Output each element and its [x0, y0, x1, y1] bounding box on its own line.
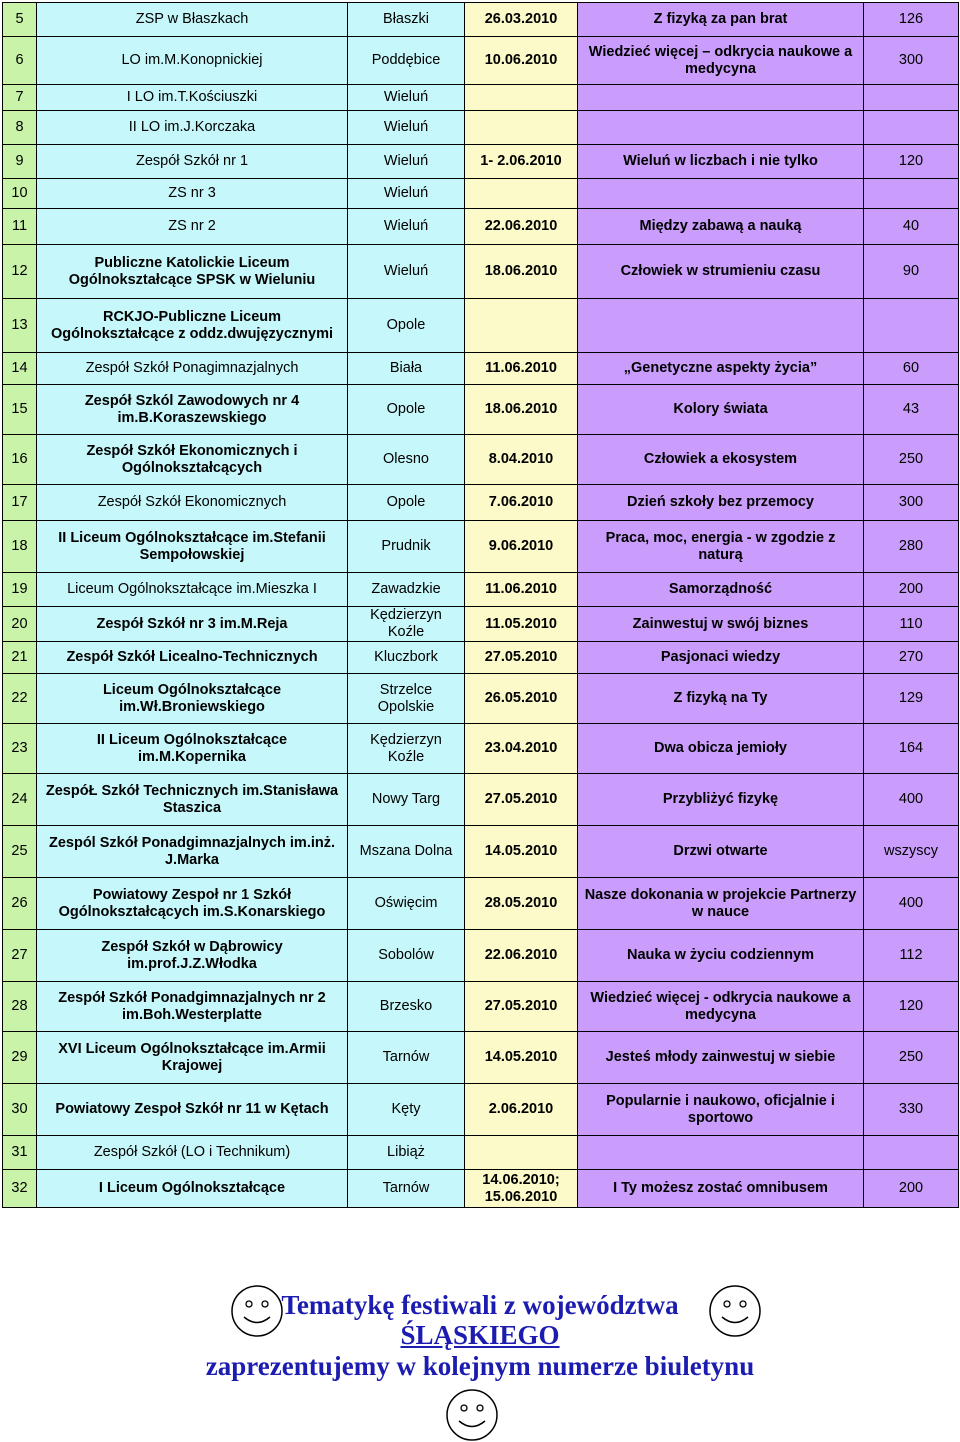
table-row [3, 878, 959, 930]
cell-school: II Liceum Ogólnokształcące im.Stefanii Sempołowskiej [37, 521, 348, 573]
cell-date: 14.05.2010 [465, 1032, 578, 1084]
footer-note [0, 1262, 960, 1442]
table-row [3, 179, 959, 209]
table-row [3, 1136, 959, 1170]
cell-count: 400 [864, 774, 959, 826]
cell-topic [578, 85, 864, 111]
cell-date: 22.06.2010 [465, 209, 578, 245]
table-row [3, 826, 959, 878]
table-row [3, 724, 959, 774]
cell-topic: Człowiek w strumieniu czasu [578, 245, 864, 299]
cell-date: 23.04.2010 [465, 724, 578, 774]
table-row [3, 642, 959, 674]
cell-city: Libiąż [348, 1136, 465, 1170]
cell-count: 270 [864, 642, 959, 674]
cell-num: 9 [3, 145, 37, 179]
cell-city: Kluczbork [348, 642, 465, 674]
cell-num: 25 [3, 826, 37, 878]
cell-topic: Między zabawą a nauką [578, 209, 864, 245]
cell-num: 30 [3, 1084, 37, 1136]
cell-date: 2.06.2010 [465, 1084, 578, 1136]
cell-city: Kędzierzyn Koźle [348, 724, 465, 774]
cell-topic: Drzwi otwarte [578, 826, 864, 878]
cell-date: 28.05.2010 [465, 878, 578, 930]
footer-line-3: zaprezentujemy w kolejnym numerze biuletynu [205, 1351, 755, 1381]
table-row [3, 111, 959, 145]
cell-count [864, 1136, 959, 1170]
cell-city: Strzelce Opolskie [348, 674, 465, 724]
table-row [3, 3, 959, 37]
cell-num: 19 [3, 573, 37, 607]
table-row [3, 435, 959, 485]
cell-school: Zespół Szkół (LO i Technikum) [37, 1136, 348, 1170]
cell-count: 40 [864, 209, 959, 245]
cell-num: 13 [3, 299, 37, 353]
table-row [3, 521, 959, 573]
cell-num: 22 [3, 674, 37, 724]
table-row [3, 1032, 959, 1084]
cell-date: 11.06.2010 [465, 353, 578, 385]
cell-school: Zespół Szkół nr 3 im.M.Reja [37, 607, 348, 642]
cell-num: 7 [3, 85, 37, 111]
cell-num: 23 [3, 724, 37, 774]
cell-num: 16 [3, 435, 37, 485]
cell-city: Oświęcim [348, 878, 465, 930]
table-row [3, 1170, 959, 1208]
cell-topic: Przybliżyć fizykę [578, 774, 864, 826]
cell-date: 22.06.2010 [465, 930, 578, 982]
cell-count: 60 [864, 353, 959, 385]
festival-table [2, 2, 959, 1208]
smiley-icon [445, 1388, 499, 1442]
cell-date: 27.05.2010 [465, 642, 578, 674]
cell-topic: I Ty możesz zostać omnibusem [578, 1170, 864, 1208]
cell-city: Opole [348, 385, 465, 435]
cell-school: II Liceum Ogólnokształcące im.M.Kopernika [37, 724, 348, 774]
cell-city: Biała [348, 353, 465, 385]
cell-city: Wieluń [348, 245, 465, 299]
cell-date: 7.06.2010 [465, 485, 578, 521]
cell-num: 32 [3, 1170, 37, 1208]
cell-count: 112 [864, 930, 959, 982]
cell-num: 24 [3, 774, 37, 826]
table-row [3, 385, 959, 435]
cell-school: II LO im.J.Korczaka [37, 111, 348, 145]
cell-num: 10 [3, 179, 37, 209]
table-row [3, 573, 959, 607]
cell-count: 90 [864, 245, 959, 299]
cell-city: Błaszki [348, 3, 465, 37]
table-row [3, 674, 959, 724]
cell-topic: Samorządność [578, 573, 864, 607]
cell-topic [578, 1136, 864, 1170]
cell-count: 280 [864, 521, 959, 573]
cell-count: 200 [864, 573, 959, 607]
cell-city: Wieluń [348, 111, 465, 145]
cell-count: 43 [864, 385, 959, 435]
footer-line-1: Tematykę festiwali z województwa [281, 1290, 679, 1320]
cell-count: 300 [864, 485, 959, 521]
cell-num: 27 [3, 930, 37, 982]
cell-topic: Zainwestuj w swój biznes [578, 607, 864, 642]
footer-line-2: ŚLĄSKIEGO [400, 1320, 560, 1350]
cell-topic: Nasze dokonania w projekcie Partnerzy w nauce [578, 878, 864, 930]
cell-topic [578, 299, 864, 353]
cell-count [864, 85, 959, 111]
table-row [3, 37, 959, 85]
cell-count: 120 [864, 982, 959, 1032]
cell-date [465, 1136, 578, 1170]
cell-date: 14.06.2010; 15.06.2010 [465, 1170, 578, 1208]
cell-school: Zespół Szkół Ekonomicznych i Ogólnokształcących [37, 435, 348, 485]
cell-num: 14 [3, 353, 37, 385]
cell-school: Zespół Szkół w Dąbrowicy im.prof.J.Z.Włodka [37, 930, 348, 982]
cell-count: 129 [864, 674, 959, 724]
cell-city: Mszana Dolna [348, 826, 465, 878]
table-row [3, 982, 959, 1032]
cell-city: Zawadzkie [348, 573, 465, 607]
cell-date: 8.04.2010 [465, 435, 578, 485]
cell-num: 6 [3, 37, 37, 85]
cell-count [864, 299, 959, 353]
cell-city: Nowy Targ [348, 774, 465, 826]
cell-city: Wieluń [348, 179, 465, 209]
cell-topic: Kolory świata [578, 385, 864, 435]
table-row [3, 209, 959, 245]
cell-city: Olesno [348, 435, 465, 485]
cell-num: 29 [3, 1032, 37, 1084]
cell-topic: Z fizyką za pan brat [578, 3, 864, 37]
cell-city: Opole [348, 299, 465, 353]
cell-topic: Z fizyką na Ty [578, 674, 864, 724]
festival-table-body [3, 3, 959, 1208]
cell-city: Wieluń [348, 209, 465, 245]
cell-num: 20 [3, 607, 37, 642]
cell-school: ZS nr 3 [37, 179, 348, 209]
cell-topic [578, 111, 864, 145]
cell-count: 110 [864, 607, 959, 642]
cell-num: 15 [3, 385, 37, 435]
cell-city: Kęty [348, 1084, 465, 1136]
cell-count: 250 [864, 1032, 959, 1084]
table-row [3, 145, 959, 179]
cell-count: 250 [864, 435, 959, 485]
cell-date [465, 179, 578, 209]
cell-date: 26.05.2010 [465, 674, 578, 724]
cell-topic: Praca, moc, energia - w zgodzie z naturą [578, 521, 864, 573]
cell-school: ZS nr 2 [37, 209, 348, 245]
cell-date: 18.06.2010 [465, 245, 578, 299]
cell-school: Zespół Szkół nr 1 [37, 145, 348, 179]
cell-date: 9.06.2010 [465, 521, 578, 573]
cell-date [465, 111, 578, 145]
cell-count: 330 [864, 1084, 959, 1136]
cell-city: Opole [348, 485, 465, 521]
cell-count: 120 [864, 145, 959, 179]
cell-school: XVI Liceum Ogólnokształcące im.Armii Krajowej [37, 1032, 348, 1084]
cell-city: Tarnów [348, 1170, 465, 1208]
cell-school: ZespóŁ Szkół Technicznych im.Stanisława Staszica [37, 774, 348, 826]
cell-city: Tarnów [348, 1032, 465, 1084]
cell-school: Zespół Szkół Licealno-Technicznych [37, 642, 348, 674]
cell-topic: Dzień szkoły bez przemocy [578, 485, 864, 521]
cell-topic: Popularnie i naukowo, oficjalnie i sportowo [578, 1084, 864, 1136]
cell-topic: Wiedzieć więcej – odkrycia naukowe a medycyna [578, 37, 864, 85]
cell-num: 11 [3, 209, 37, 245]
cell-topic: Wiedzieć więcej - odkrycia naukowe a medycyna [578, 982, 864, 1032]
cell-school: Powiatowy Zespoł Szkół nr 11 w Kętach [37, 1084, 348, 1136]
cell-school: Liceum Ogólnokształcące im.Mieszka I [37, 573, 348, 607]
cell-topic: Dwa obicza jemioły [578, 724, 864, 774]
cell-date [465, 85, 578, 111]
cell-count [864, 111, 959, 145]
cell-topic: „Genetyczne aspekty życia” [578, 353, 864, 385]
cell-num: 8 [3, 111, 37, 145]
cell-date: 14.05.2010 [465, 826, 578, 878]
cell-date: 1- 2.06.2010 [465, 145, 578, 179]
table-row [3, 353, 959, 385]
cell-num: 28 [3, 982, 37, 1032]
cell-school: Zespół Szkół Ponadgimnazjalnych nr 2 im.Boh.Westerplatte [37, 982, 348, 1032]
cell-school: I LO im.T.Kościuszki [37, 85, 348, 111]
cell-topic: Pasjonaci wiedzy [578, 642, 864, 674]
cell-count: wszyscy [864, 826, 959, 878]
cell-date: 11.06.2010 [465, 573, 578, 607]
cell-school: ZSP w Błaszkach [37, 3, 348, 37]
cell-school: Publiczne Katolickie Liceum Ogólnokształcące SPSK w Wieluniu [37, 245, 348, 299]
cell-topic: Człowiek a ekosystem [578, 435, 864, 485]
cell-topic: Wieluń w liczbach i nie tylko [578, 145, 864, 179]
cell-date: 10.06.2010 [465, 37, 578, 85]
cell-topic [578, 179, 864, 209]
cell-num: 26 [3, 878, 37, 930]
table-row [3, 930, 959, 982]
cell-count: 200 [864, 1170, 959, 1208]
cell-school: LO im.M.Konopnickiej [37, 37, 348, 85]
cell-count [864, 179, 959, 209]
table-row [3, 245, 959, 299]
cell-count: 300 [864, 37, 959, 85]
table-row [3, 299, 959, 353]
cell-city: Kędzierzyn Koźle [348, 607, 465, 642]
cell-city: Wieluń [348, 145, 465, 179]
cell-school: Liceum Ogólnokształcące im.Wł.Broniewskiego [37, 674, 348, 724]
cell-school: Zespól Szkół Ponadgimnazjalnych im.inż. J.Marka [37, 826, 348, 878]
cell-school: RCKJO-Publiczne Liceum Ogólnokształcące z oddz.dwujęzycznymi [37, 299, 348, 353]
cell-city: Prudnik [348, 521, 465, 573]
cell-city: Brzesko [348, 982, 465, 1032]
cell-num: 17 [3, 485, 37, 521]
cell-city: Poddębice [348, 37, 465, 85]
cell-num: 12 [3, 245, 37, 299]
cell-topic: Jesteś młody zainwestuj w siebie [578, 1032, 864, 1084]
cell-date: 27.05.2010 [465, 982, 578, 1032]
cell-date: 27.05.2010 [465, 774, 578, 826]
cell-date [465, 299, 578, 353]
cell-num: 31 [3, 1136, 37, 1170]
cell-count: 400 [864, 878, 959, 930]
cell-num: 5 [3, 3, 37, 37]
cell-count: 164 [864, 724, 959, 774]
table-row [3, 607, 959, 642]
cell-topic: Nauka w życiu codziennym [578, 930, 864, 982]
cell-school: I Liceum Ogólnokształcące [37, 1170, 348, 1208]
table-row [3, 85, 959, 111]
cell-date: 11.05.2010 [465, 607, 578, 642]
cell-num: 21 [3, 642, 37, 674]
cell-school: Powiatowy Zespoł nr 1 Szkół Ogólnokształcących im.S.Konarskiego [37, 878, 348, 930]
table-row [3, 1084, 959, 1136]
cell-school: Zespół Szkól Zawodowych nr 4 im.B.Koraszewskiego [37, 385, 348, 435]
cell-school: Zespół Szkół Ekonomicznych [37, 485, 348, 521]
cell-count: 126 [864, 3, 959, 37]
table-row [3, 774, 959, 826]
table-row [3, 485, 959, 521]
cell-school: Zespół Szkół Ponagimnazjalnych [37, 353, 348, 385]
cell-date: 18.06.2010 [465, 385, 578, 435]
cell-city: Sobolów [348, 930, 465, 982]
cell-num: 18 [3, 521, 37, 573]
cell-date: 26.03.2010 [465, 3, 578, 37]
cell-city: Wieluń [348, 85, 465, 111]
